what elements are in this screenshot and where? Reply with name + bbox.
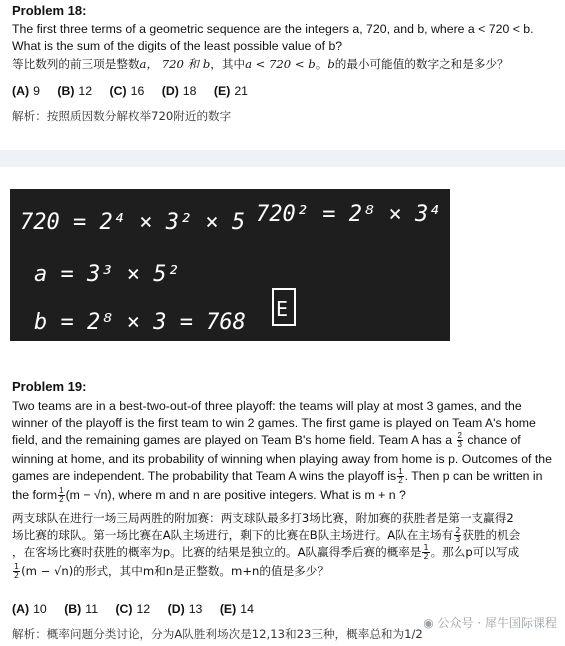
text-seg: (m − √n), where m and n are positive integers. What is m + n ? — [65, 488, 406, 502]
zh-seg: ，在客场比赛时获胜的概率为p。比赛的结果是独立的。A队赢得季后赛的概率是 — [12, 545, 422, 559]
zh-line — [12, 544, 562, 563]
text-line — [12, 468, 562, 487]
problem-19-title — [12, 379, 86, 394]
option-label: (A) — [12, 602, 30, 616]
option-value: 16 — [130, 84, 145, 98]
board-line-1: 720 = 2⁴ × 3² × 5 — [20, 210, 246, 235]
num: 1 — [14, 562, 20, 571]
option-value: 9 — [33, 84, 40, 98]
den: 3 — [457, 440, 462, 450]
zh-math: a < 720 < b — [245, 57, 316, 71]
zh-line — [12, 563, 562, 582]
zh-seg: 。 — [315, 57, 328, 71]
fraction-one-half — [397, 468, 403, 485]
board-answer: E — [276, 297, 289, 321]
wechat-icon: ◉ — [423, 616, 434, 630]
problem-title-text: Problem 19 — [12, 379, 83, 394]
zh-seg: 获胜的机会 — [462, 528, 521, 542]
den: 2 — [14, 571, 20, 580]
zh-seg: (m − √n)的形式，其中m和n是正整数。m+n的值是多少？ — [21, 564, 329, 578]
option-label: (D) — [167, 602, 185, 616]
board-line-1-right: 720² = 2⁸ × 3⁴ × 5² — [256, 202, 508, 227]
den: 2 — [398, 476, 403, 486]
zh-seg: 。那么p可以写成 — [430, 545, 520, 559]
option-e — [220, 602, 254, 616]
option-c — [115, 602, 150, 616]
watermark-text: 公众号 · 犀牛国际课程 — [437, 616, 557, 630]
title-colon: : — [82, 379, 87, 394]
option-label: (E) — [219, 602, 237, 616]
zh-line — [12, 527, 562, 544]
option-label: (C) — [115, 602, 133, 616]
problem-19-chinese — [12, 510, 562, 582]
text-seg: . Then p can be written in — [404, 469, 543, 483]
problem-19-analysis: 解析：概率问题分类讨论，分为A队胜利场次是12,13和23三种，概率总和为1/2 — [12, 627, 423, 641]
fraction-two-thirds — [454, 527, 461, 544]
option-label: (E) — [213, 84, 231, 98]
text-line — [12, 487, 562, 506]
option-a — [12, 84, 40, 98]
text-line: winner of the playoff is the first team to win 2 games. The first game is played on Team A's home — [12, 416, 536, 430]
problem-18-analysis: 解析：按照质因数分解枚举720附近的数字 — [12, 109, 232, 123]
zh-math: b — [327, 57, 335, 71]
text-seg: games are independent. The probability that Team A wins the playoff is — [12, 469, 397, 483]
option-value: 11 — [85, 602, 99, 616]
zh-seg: 等比数列的前三项是整数 — [12, 57, 140, 71]
option-value: 10 — [33, 602, 47, 616]
option-c — [110, 84, 145, 98]
option-d — [162, 84, 197, 98]
zh-math: a， 720 和 b — [139, 57, 211, 71]
num: 2 — [457, 431, 462, 441]
option-label: (D) — [161, 84, 179, 98]
option-label: (A) — [12, 84, 30, 98]
option-d — [168, 602, 203, 616]
title-colon: : — [82, 3, 87, 18]
handwritten-solution-board — [10, 189, 508, 341]
option-label: (B) — [57, 84, 75, 98]
section-separator — [0, 150, 565, 167]
option-b — [64, 602, 98, 616]
num: 2 — [455, 526, 461, 535]
num: 1 — [423, 543, 429, 552]
option-value: 18 — [182, 84, 197, 98]
board-line-3: b = 2⁸ × 3 = 768 — [34, 310, 246, 335]
problem-18-chinese — [12, 56, 557, 73]
problem-title-text: Problem 18 — [12, 3, 83, 18]
problem-19-text — [12, 398, 562, 506]
option-label: (B) — [64, 602, 82, 616]
option-value: 14 — [240, 602, 254, 616]
option-label: (C) — [109, 84, 127, 98]
option-a — [12, 602, 47, 616]
text-line: winning at home, and its probability of winning when playing away from home is p. Outcomes of the — [12, 452, 552, 466]
zh-seg: ，其中 — [210, 57, 246, 71]
den: 2 — [423, 552, 429, 561]
problem-18-text: The first three terms of a geometric sequence are the integers a, 720, and b, where a < 720 < b. What is the sum of the digits of the least possible value of b? — [12, 22, 534, 53]
den: 3 — [455, 535, 461, 544]
zh-seg: 场比赛的球队。第一场比赛在A队主场进行，剩下的比赛在B队主场进行。A队在主场有 — [12, 528, 454, 542]
fraction-one-half — [58, 487, 64, 504]
option-value: 13 — [188, 602, 203, 616]
text-line — [12, 432, 562, 451]
fraction-two-thirds — [457, 432, 463, 449]
problem-19-options — [12, 602, 268, 616]
den: 2 — [59, 495, 64, 505]
option-value: 12 — [136, 602, 151, 616]
problem-18-options — [12, 84, 262, 98]
problem-18-title — [12, 3, 86, 18]
board-line-2: a = 3³ × 5² — [34, 262, 180, 287]
board-handwriting — [10, 189, 508, 341]
fraction-one-half — [13, 563, 20, 580]
num: 1 — [59, 486, 64, 496]
option-e — [214, 84, 248, 98]
text-seg: chance of — [467, 433, 521, 447]
text-seg: the form — [12, 488, 58, 502]
option-value: 12 — [78, 84, 93, 98]
text-line: Two teams are in a best-two-out-of three playoff: the teams will play at most 3 games, and the — [12, 399, 522, 413]
text-seg: field, and the remaining games are played on Team B's home field. Team A has a — [12, 433, 453, 447]
zh-line: 两支球队在进行一场三局两胜的附加赛：两支球队最多打3场比赛，附加赛的获胜者是第一支赢得2 — [12, 511, 514, 525]
fraction-one-half — [422, 544, 429, 561]
num: 1 — [398, 467, 403, 477]
option-value: 21 — [234, 84, 248, 98]
zh-seg: 的最小可能值的数字之和是多少？ — [334, 57, 509, 71]
option-b — [57, 84, 92, 98]
